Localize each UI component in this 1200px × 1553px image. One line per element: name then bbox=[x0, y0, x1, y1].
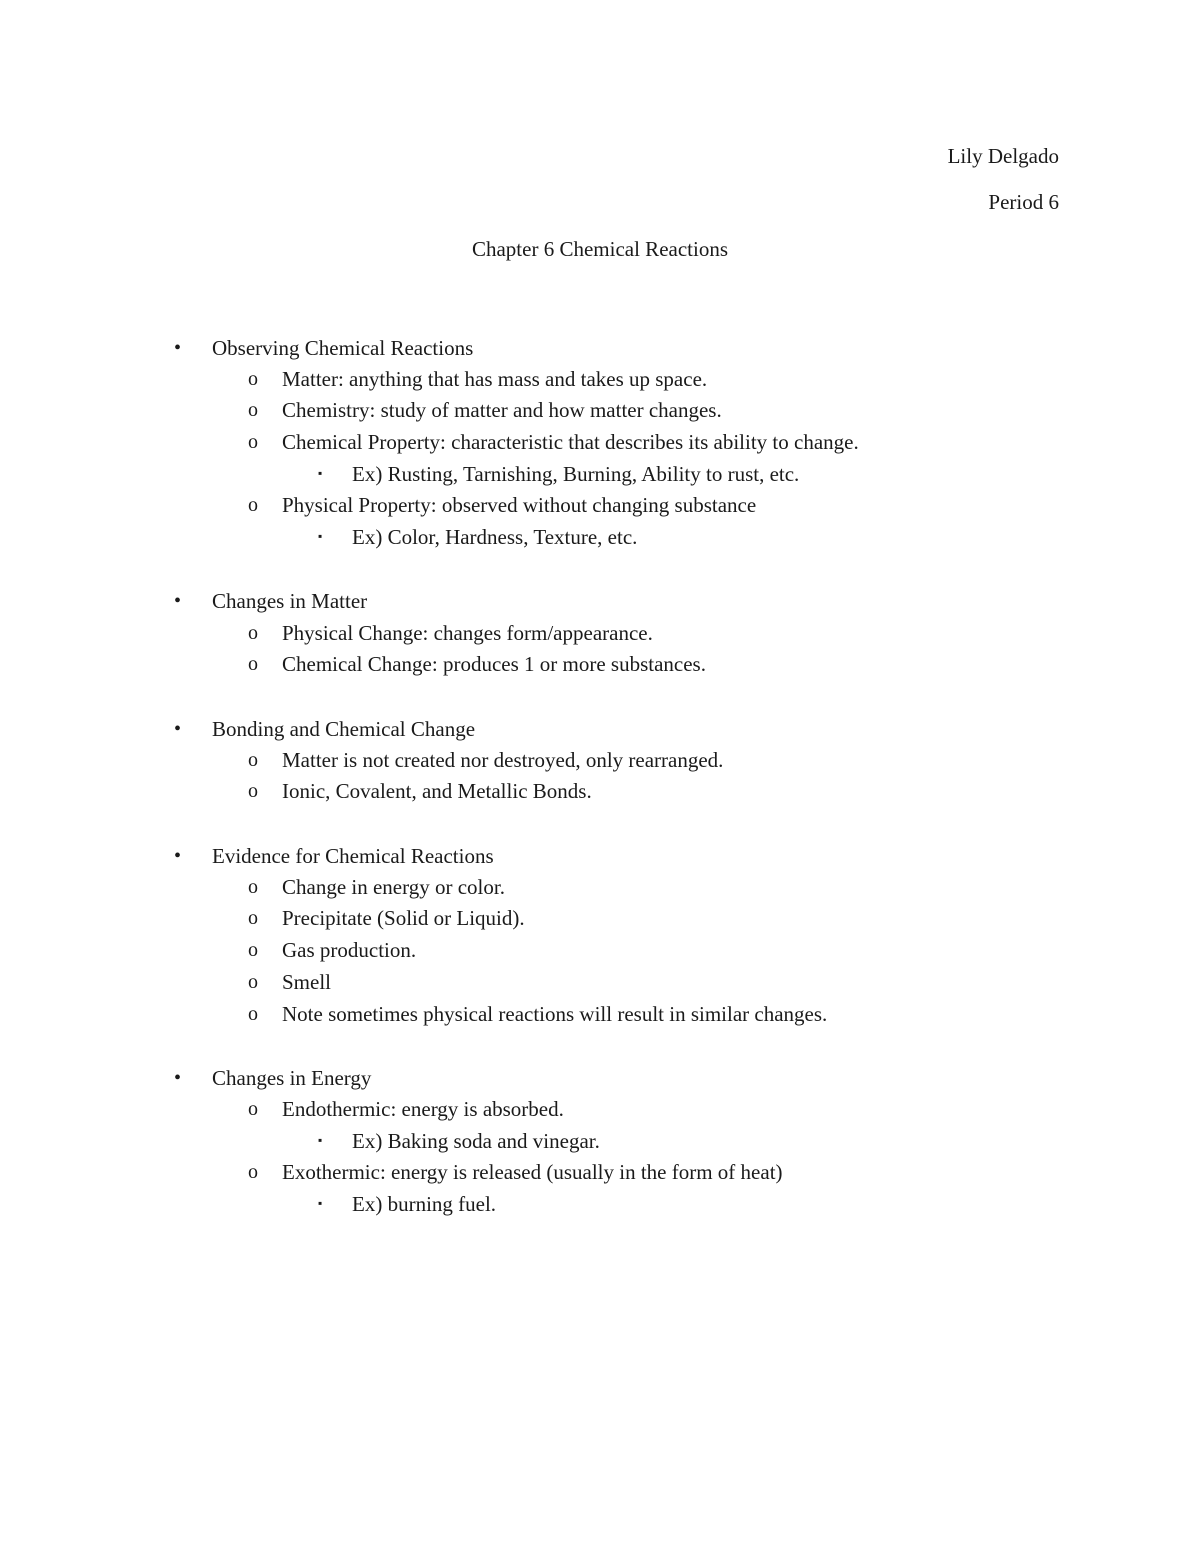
list-item: o Chemical Property: characteristic that describes its ability to change. bbox=[248, 430, 859, 454]
circle-bullet-icon: o bbox=[248, 939, 258, 961]
list-item: o Change in energy or color. bbox=[248, 875, 505, 899]
circle-bullet-icon: o bbox=[248, 1098, 258, 1120]
circle-bullet-icon: o bbox=[248, 749, 258, 771]
circle-bullet-icon: o bbox=[248, 399, 258, 421]
list-item: o Matter is not created nor destroyed, only rearranged. bbox=[248, 748, 724, 772]
class-period: Period 6 bbox=[988, 190, 1059, 214]
bullet-icon: • bbox=[174, 1067, 182, 1089]
circle-bullet-icon: o bbox=[248, 1003, 258, 1025]
circle-bullet-icon: o bbox=[248, 653, 258, 675]
list-item: o Exothermic: energy is released (usually in the form of heat) bbox=[248, 1160, 783, 1184]
circle-bullet-icon: o bbox=[248, 876, 258, 898]
square-bullet-icon: ▪ bbox=[318, 1133, 323, 1147]
list-item: o Gas production. bbox=[248, 938, 417, 962]
example-item: ▪ Ex) Color, Hardness, Texture, etc. bbox=[318, 525, 638, 549]
circle-bullet-icon: o bbox=[248, 907, 258, 929]
section-heading: • Observing Chemical Reactions bbox=[174, 336, 474, 360]
list-item: o Smell bbox=[248, 970, 332, 994]
bullet-icon: • bbox=[174, 718, 182, 740]
list-item: o Precipitate (Solid or Liquid). bbox=[248, 906, 525, 930]
circle-bullet-icon: o bbox=[248, 431, 258, 453]
section-heading: • Changes in Energy bbox=[174, 1066, 372, 1090]
list-item: o Chemistry: study of matter and how matter changes. bbox=[248, 398, 722, 422]
section-heading: • Evidence for Chemical Reactions bbox=[174, 844, 494, 868]
section-heading: • Changes in Matter bbox=[174, 589, 368, 613]
list-item: o Endothermic: energy is absorbed. bbox=[248, 1097, 564, 1121]
circle-bullet-icon: o bbox=[248, 780, 258, 802]
bullet-icon: • bbox=[174, 590, 182, 612]
list-item: o Note sometimes physical reactions will result in similar changes. bbox=[248, 1002, 828, 1026]
list-item: o Physical Change: changes form/appearance. bbox=[248, 621, 653, 645]
circle-bullet-icon: o bbox=[248, 494, 258, 516]
section-heading: • Bonding and Chemical Change bbox=[174, 717, 476, 741]
list-item: o Ionic, Covalent, and Metallic Bonds. bbox=[248, 779, 592, 803]
example-item: ▪ Ex) Rusting, Tarnishing, Burning, Ability to rust, etc. bbox=[318, 462, 800, 486]
bullet-icon: • bbox=[174, 845, 182, 867]
circle-bullet-icon: o bbox=[248, 971, 258, 993]
page-title: Chapter 6 Chemical Reactions bbox=[471, 237, 728, 261]
author-name: Lily Delgado bbox=[947, 144, 1059, 168]
example-item: ▪ Ex) Baking soda and vinegar. bbox=[318, 1129, 600, 1153]
square-bullet-icon: ▪ bbox=[318, 1196, 323, 1210]
square-bullet-icon: ▪ bbox=[318, 466, 323, 480]
circle-bullet-icon: o bbox=[248, 622, 258, 644]
circle-bullet-icon: o bbox=[248, 1161, 258, 1183]
list-item: o Chemical Change: produces 1 or more substances. bbox=[248, 652, 706, 676]
square-bullet-icon: ▪ bbox=[318, 529, 323, 543]
list-item: o Matter: anything that has mass and takes up space. bbox=[248, 367, 708, 391]
bullet-icon: • bbox=[174, 337, 182, 359]
list-item: o Physical Property: observed without changing substance bbox=[248, 493, 757, 517]
circle-bullet-icon: o bbox=[248, 368, 258, 390]
example-item: ▪ Ex) burning fuel. bbox=[318, 1192, 497, 1216]
